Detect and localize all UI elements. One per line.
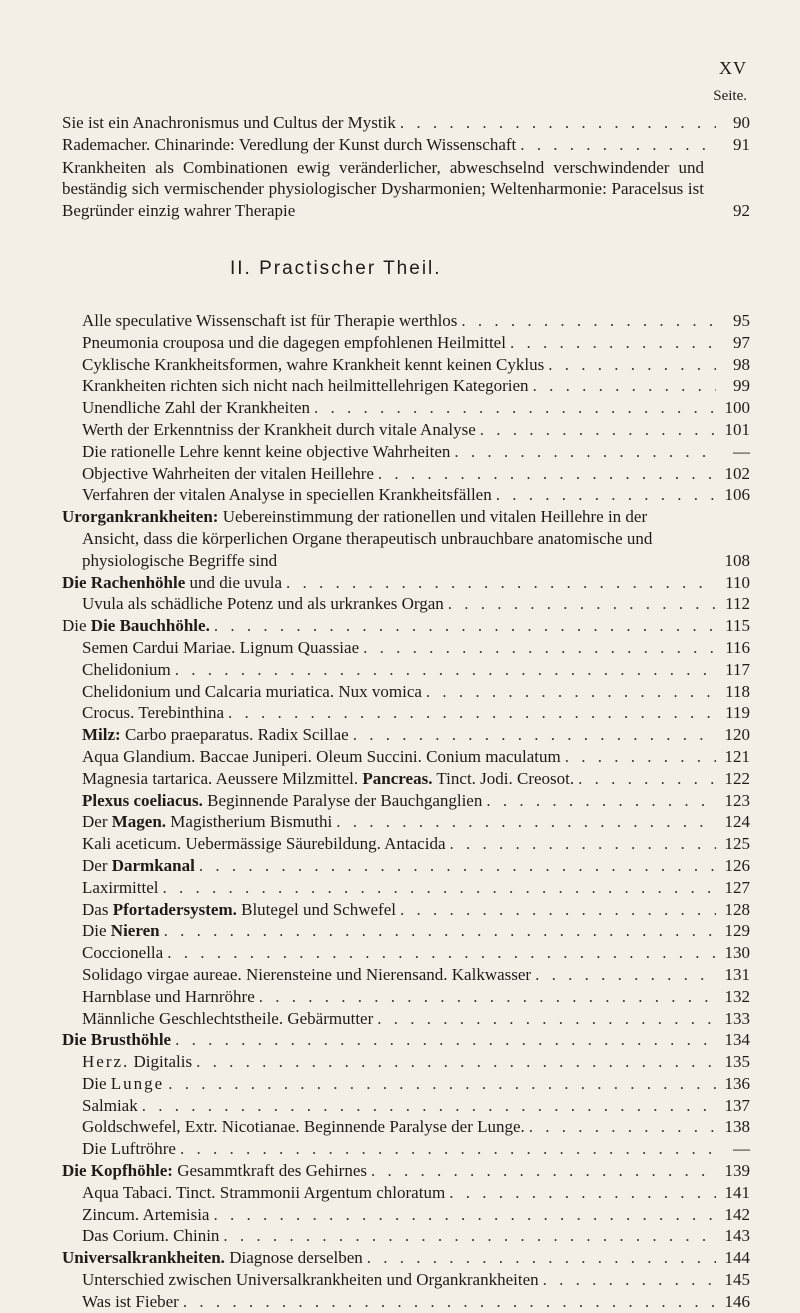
leader-dots: [142, 1095, 716, 1117]
page-ref: 98: [733, 354, 750, 374]
toc-entry: [62, 1095, 750, 1117]
page-ref: 99: [733, 376, 750, 396]
heading-text: Pancreas.: [362, 768, 433, 788]
toc-entry: [62, 463, 750, 485]
leader-dots: [548, 354, 716, 376]
toc-entry: [62, 1291, 750, 1313]
toc-entry: [62, 593, 750, 615]
page-ref: 138: [724, 1117, 750, 1137]
leader-dots: [367, 1247, 716, 1269]
page-ref: 118: [725, 681, 750, 701]
leader-dots: [175, 659, 716, 681]
leader-dots: [228, 702, 716, 724]
toc-entry: [62, 1269, 750, 1291]
spaced-text: Lunge: [110, 1073, 165, 1093]
entry-text: Solidago virgae aureae. Nierensteine und Nierensand. Kalkwasser: [82, 964, 532, 984]
page-ref: 126: [724, 855, 750, 875]
toc-list: [62, 310, 750, 1313]
leader-dots: [286, 572, 716, 594]
entry-text: Crocus. Terebinthina: [82, 703, 225, 723]
toc-entry: [62, 484, 750, 506]
toc-entry: Rademacher. Chinarinde: Veredlung der Kunst durch Wissenschaft . . . 91: [62, 134, 750, 156]
toc-entry: [62, 1182, 750, 1204]
leader-dots: [213, 1204, 716, 1226]
heading-text: Darmkanal: [111, 855, 195, 875]
entry-text: Gesammtkraft des Gehirnes: [172, 1161, 368, 1181]
page-ref: 133: [724, 1008, 750, 1028]
toc-entry: [62, 724, 750, 746]
toc-entry: [62, 1073, 750, 1095]
entry-text: Das: [82, 899, 113, 919]
leader-dots: [363, 637, 716, 659]
leader-dots: [168, 1073, 716, 1095]
leader-dots: [180, 1138, 716, 1160]
entry-text: Die: [82, 921, 111, 941]
leader-dots: [449, 1182, 716, 1204]
heading-text: Pfortadersystem.: [112, 899, 237, 919]
page-ref: 141: [724, 1182, 750, 1202]
toc-entry: [62, 702, 750, 724]
leader-dots: [259, 986, 716, 1008]
entry-text: Krankheiten richten sich nicht nach heilmittellehrigen Kategorien: [82, 376, 529, 396]
toc-entry: Krankheiten als Combinationen ewig veränderlicher, abweschselnd verschwindender und beständig sich vermischender physiologischer Dysharmonien; Weltenharmonie: Paracelsus ist Begründer einzig wahrer Therapie 92: [62, 157, 750, 221]
section-title: II. Practischer Theil.: [230, 258, 442, 279]
entry-text: Werth der Erkenntniss der Krankheit durch vitale Analyse: [82, 419, 476, 439]
entry-text: Aqua Glandium. Baccae Juniperi. Oleum Succini. Conium maculatum: [82, 746, 561, 766]
page-ref: 125: [724, 834, 750, 854]
page-ref: 143: [724, 1226, 750, 1246]
toc-entry: [62, 920, 750, 942]
entry-text: Die: [82, 1073, 111, 1093]
page-ref: 121: [724, 746, 750, 766]
page-ref: 101: [724, 419, 750, 439]
toc-entry: [62, 1116, 750, 1138]
page-ref: 95: [733, 311, 750, 330]
toc-entry: [62, 768, 750, 790]
entry-text: Unterschied zwischen Universalkrankheiten und Organkrankheiten: [82, 1270, 539, 1290]
entry-text: Laxirmittel: [82, 877, 159, 897]
page-ref: 130: [724, 943, 750, 963]
toc-entry: [62, 615, 750, 637]
spaced-text: Herz.: [82, 1052, 130, 1072]
heading-text: Die Brusthöhle: [62, 1030, 172, 1050]
seite-label: Seite.: [713, 88, 747, 104]
leader-dots: [167, 942, 716, 964]
leader-dots: [535, 964, 716, 986]
leader-dots: [426, 681, 716, 703]
leader-dots: [400, 899, 716, 921]
toc-entry: [62, 899, 750, 921]
entry-text: Blutegel und Schwefel: [236, 899, 396, 919]
heading-text: Nieren: [110, 921, 160, 941]
entry-text: Salmiak: [82, 1095, 138, 1115]
toc-entry: [62, 1138, 750, 1160]
entry-text: Die rationelle Lehre kennt keine objective Wahrheiten: [82, 441, 451, 461]
page-ref: 144: [724, 1248, 750, 1268]
page-ref: —: [733, 441, 750, 461]
page-ref: 116: [725, 637, 750, 657]
entry-text: Beginnende Paralyse der Bauchganglien: [202, 790, 483, 810]
page-ref: 106: [724, 485, 750, 505]
toc-entry: Sie ist ein Anachronismus und Cultus der Mystik . . . 90: [62, 112, 750, 134]
heading-text: Urorgankrankheiten:: [62, 507, 219, 527]
page-ref: 136: [724, 1073, 750, 1093]
entry-text: Magistherium Bismuthi: [166, 812, 333, 832]
toc-entry: [62, 572, 750, 594]
leader-dots: [543, 1269, 716, 1291]
page-ref: 108: [724, 550, 750, 570]
entry-text: Was ist Fieber: [82, 1291, 179, 1311]
page-ref: 137: [724, 1095, 750, 1115]
page-number: XV: [719, 58, 747, 78]
toc-entry: [62, 877, 750, 899]
leader-dots: [578, 768, 716, 790]
leader-dots: [565, 746, 716, 768]
entry-text: und die uvula: [185, 572, 283, 592]
toc-entry: [62, 310, 750, 332]
leader-dots: [175, 1029, 716, 1051]
toc-entry: [62, 375, 750, 397]
leader-dots: [353, 724, 716, 746]
page-ref: 139: [724, 1161, 750, 1181]
intro-block: [62, 112, 750, 222]
entry-text: Die: [62, 616, 91, 636]
heading-text: Magen.: [111, 812, 167, 832]
entry-text: Das Corium. Chinin: [82, 1226, 220, 1246]
toc-entry: [62, 1247, 750, 1269]
toc-entry: [62, 637, 750, 659]
entry-text: Pneumonia crouposa und die dagegen empfohlenen Heilmittel: [82, 332, 506, 352]
entry-text: Verfahren der vitalen Analyse in speciellen Krankheitsfällen: [82, 485, 492, 505]
page-ref: 97: [733, 332, 750, 352]
page-ref: 112: [725, 594, 750, 614]
page-ref: 119: [725, 703, 750, 723]
page-ref: 142: [724, 1204, 750, 1224]
leader-dots: [529, 1116, 716, 1138]
entry-text: Zincum. Artemisia: [82, 1204, 210, 1224]
toc-entry: [62, 1029, 750, 1051]
toc-entry: [62, 441, 750, 463]
page-ref: 135: [724, 1052, 750, 1072]
heading-text: Die Bauchhöhle.: [90, 616, 210, 636]
page-ref: 123: [724, 790, 750, 810]
toc-entry: [62, 811, 750, 833]
leader-dots: [533, 375, 716, 397]
entry-text: Uebereinstimmung der rationellen und vitalen Heillehre in der Ansicht, dass die körperlichen Organe therapeutisch unbrauchbare anatomische und physiologische Begriffe sind: [82, 507, 653, 570]
entry-text: Goldschwefel, Extr. Nicotianae. Beginnende Paralyse der Lunge.: [82, 1117, 525, 1137]
entry-text: Chelidonium: [82, 659, 171, 679]
page-ref: 146: [724, 1291, 750, 1311]
page-ref: 115: [725, 616, 750, 636]
entry-text: Der: [82, 855, 112, 875]
page-ref: 100: [724, 398, 750, 418]
leader-dots: [450, 833, 717, 855]
leader-dots: [486, 790, 716, 812]
toc-entry: [62, 419, 750, 441]
page-ref: 129: [724, 921, 750, 941]
entry-text: Semen Cardui Mariae. Lignum Quassiae: [82, 637, 360, 657]
toc-entry: [62, 681, 750, 703]
entry-text: Digitalis: [129, 1052, 193, 1072]
toc-entry: [62, 942, 750, 964]
leader-dots: [223, 1225, 716, 1247]
toc-entry: [62, 986, 750, 1008]
entry-text: Carbo praeparatus. Radix Scillae: [120, 725, 349, 745]
leader-dots: [183, 1291, 716, 1313]
toc-entry: [62, 1051, 750, 1073]
toc-entry: [62, 397, 750, 419]
page-ref: 117: [725, 659, 750, 679]
heading-text: Milz:: [82, 725, 121, 745]
entry-text: Uvula als schädliche Potenz und als urkrankes Organ: [82, 594, 444, 614]
entry-text: Diagnose derselben: [224, 1248, 363, 1268]
leader-dots: [164, 920, 716, 942]
leader-dots: [162, 877, 716, 899]
entry-text: Cyklische Krankheitsformen, wahre Krankheit kennt keinen Cyklus: [82, 354, 545, 374]
leader-dots: [480, 419, 716, 441]
toc-entry: [62, 659, 750, 681]
entry-text: Unendliche Zahl der Krankheiten: [82, 398, 310, 418]
page-ref: 127: [724, 877, 750, 897]
page-ref: 145: [724, 1270, 750, 1290]
leader-dots: [196, 1051, 716, 1073]
toc-entry: [62, 332, 750, 354]
leader-dots: [510, 332, 716, 354]
toc-entry: [62, 1225, 750, 1247]
entry-text: Tinct. Jodi. Creosot.: [432, 768, 575, 788]
leader-dots: [378, 463, 716, 485]
toc-entry: [62, 1204, 750, 1226]
page-ref: —: [733, 1139, 750, 1159]
entry-text: Kali aceticum. Uebermässige Säurebildung. Antacida: [82, 834, 446, 854]
leader-dots: [314, 397, 716, 419]
page-ref: 132: [724, 986, 750, 1006]
page-ref: 134: [724, 1030, 750, 1050]
entry-text: Magnesia tartarica. Aeussere Milzmittel.: [82, 768, 363, 788]
entry-text: Die Luftröhre: [82, 1139, 176, 1159]
toc-entry: [62, 833, 750, 855]
toc-entry: [62, 855, 750, 877]
leader-dots: [377, 1008, 716, 1030]
page-ref: 120: [724, 725, 750, 745]
entry-text: Coccionella: [82, 943, 164, 963]
heading-text: Universalkrankheiten.: [62, 1248, 225, 1268]
page-ref: 110: [725, 572, 750, 592]
heading-text: Plexus coeliacus.: [82, 790, 203, 810]
toc-entry: [62, 1160, 750, 1182]
leader-dots: [214, 615, 716, 637]
entry-text: Männliche Geschlechtstheile. Gebärmutter: [82, 1008, 374, 1028]
entry-text: Aqua Tabaci. Tinct. Strammonii Argentum chloratum: [82, 1182, 446, 1202]
toc-entry: [62, 1008, 750, 1030]
toc-entry: [62, 964, 750, 986]
page-ref: 128: [724, 899, 750, 919]
toc-entry: [62, 746, 750, 768]
leader-dots: [371, 1160, 716, 1182]
toc-entry: [62, 790, 750, 812]
entry-text: Harnblase und Harnröhre: [82, 986, 255, 1006]
leader-dots: [496, 484, 716, 506]
heading-text: Die Kopfhöhle:: [62, 1161, 173, 1181]
heading-text: Die Rachenhöhle: [62, 572, 186, 592]
page-ref: 131: [724, 964, 750, 984]
entry-text: Chelidonium und Calcaria muriatica. Nux vomica: [82, 681, 422, 701]
page-ref: 102: [724, 463, 750, 483]
entry-text: Alle speculative Wissenschaft ist für Therapie werthlos: [82, 311, 458, 330]
entry-text: Der: [82, 812, 112, 832]
page-ref: 124: [724, 812, 750, 832]
leader-dots: [448, 593, 716, 615]
leader-dots: [336, 811, 716, 833]
page-ref: 122: [724, 768, 750, 788]
toc-entry: [62, 506, 750, 571]
leader-dots: [199, 855, 716, 877]
toc-entry: [62, 354, 750, 376]
leader-dots: [454, 441, 716, 463]
entry-text: Objective Wahrheiten der vitalen Heillehre: [82, 463, 374, 483]
leader-dots: [461, 310, 716, 332]
